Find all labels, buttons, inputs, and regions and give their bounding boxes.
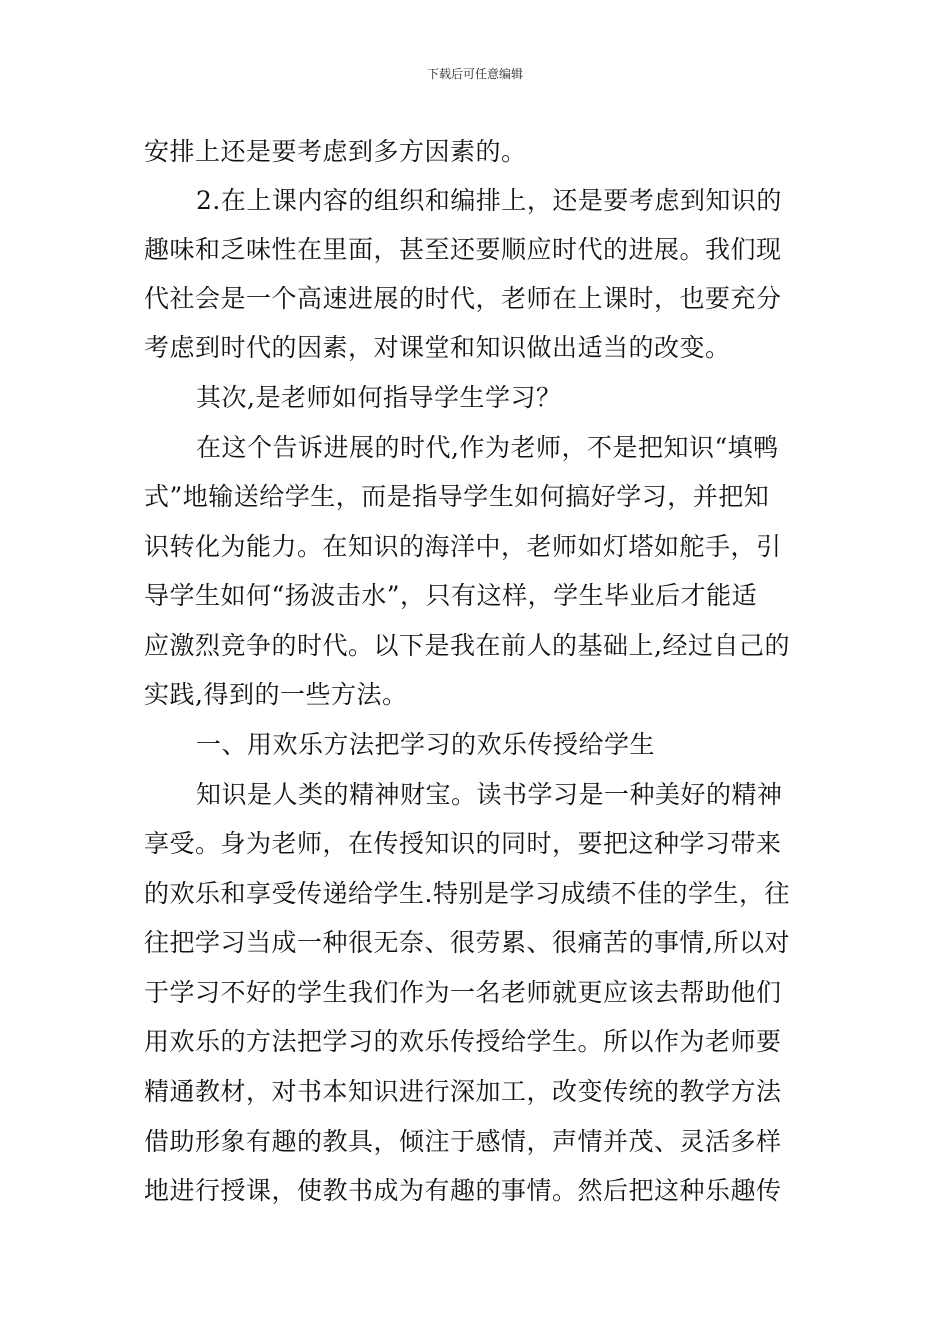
text-line: 式”地输送给学生，而是指导学生如何搞好学习，并把知 bbox=[144, 482, 770, 511]
text-line: 导学生如何“扬波击水”，只有这样，学生毕业后才能适 bbox=[144, 581, 758, 610]
text-line: 享受。身为老师，在传授知识的同时，要把这种学习带来 bbox=[144, 829, 782, 858]
text-line: 往把学习当成一种很无奈、很劳累、很痛苦的事情,所以对 bbox=[144, 928, 790, 957]
paragraph-start: 知识是人类的精神财宝。读书学习是一种美好的精神 bbox=[196, 780, 783, 809]
text-line: 于学习不好的学生我们作为一名老师就更应该去帮助他们 bbox=[144, 978, 782, 1007]
paragraph-start: 2.在上课内容的组织和编排上，还是要考虑到知识的 bbox=[196, 186, 782, 215]
text-line: 的欢乐和享受传递给学生.特别是学习成绩不佳的学生，往 bbox=[144, 879, 790, 908]
text-line: 识转化为能力。在知识的海洋中，老师如灯塔如舵手，引 bbox=[144, 532, 782, 561]
paragraph-start: 其次,是老师如何指导学生学习？ bbox=[196, 383, 562, 412]
page-header: 下载后可任意编辑 bbox=[426, 67, 523, 81]
text-line: 代社会是一个高速进展的时代，老师在上课时，也要充分 bbox=[144, 284, 782, 313]
text-line: 考虑到时代的因素，对课堂和知识做出适当的改变。 bbox=[144, 333, 731, 362]
text-line: 安排上还是要考虑到多方因素的。 bbox=[144, 137, 527, 166]
text-line: 借助形象有趣的教具，倾注于感情，声情并茂、灵活多样 bbox=[144, 1127, 782, 1156]
text-line: 地进行授课，使教书成为有趣的事情。然后把这种乐趣传 bbox=[144, 1176, 782, 1205]
text-line: 应激烈竞争的时代。以下是我在前人的基础上,经过自己的 bbox=[144, 631, 790, 660]
section-heading: 一、用欢乐方法把学习的欢乐传授给学生 bbox=[196, 730, 656, 759]
paragraph-start: 在这个告诉进展的时代,作为老师，不是把知识“填鸭 bbox=[196, 433, 779, 462]
text-line: 用欢乐的方法把学习的欢乐传授给学生。所以作为老师要 bbox=[144, 1027, 782, 1056]
text-line: 精通教材，对书本知识进行深加工，改变传统的教学方法 bbox=[144, 1077, 782, 1106]
text-line: 趣味和乏味性在里面，甚至还要顺应时代的进展。我们现 bbox=[144, 235, 782, 264]
text-line: 实践,得到的一些方法。 bbox=[144, 680, 408, 709]
